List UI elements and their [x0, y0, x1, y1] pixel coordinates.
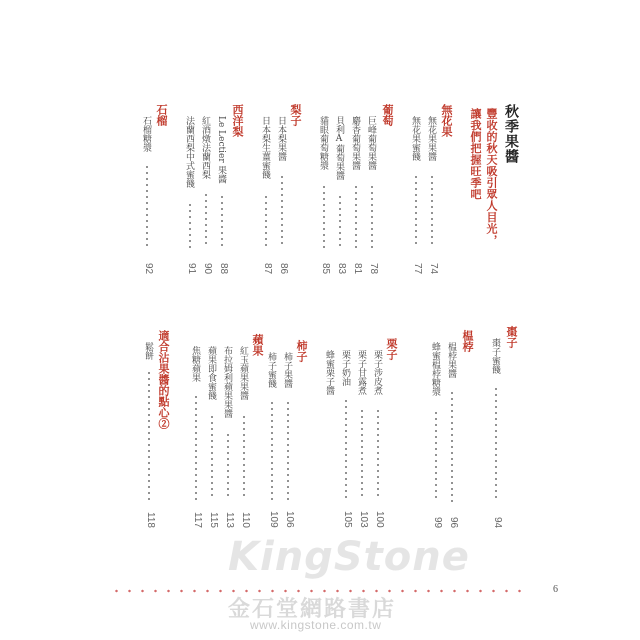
entry-label: 榅桲果醬 — [446, 342, 456, 378]
entry-label: 貓眼葡萄糖漿 — [318, 116, 328, 170]
page-title: 秋季果醬 — [503, 104, 519, 164]
entry-label: 棗子蜜餞 — [490, 338, 500, 374]
entry-page: 85 — [320, 262, 331, 274]
dot-leader — [227, 432, 229, 500]
dot-leader — [221, 194, 223, 248]
entry-page: 83 — [336, 262, 347, 274]
entry-label: 法蘭西梨中式蜜餞 — [184, 116, 194, 188]
entry-label: 鬆餅 — [143, 342, 153, 360]
dot-leader — [355, 184, 357, 248]
section-chestnut: 栗子 — [385, 338, 398, 360]
toc-entry[interactable] — [216, 116, 228, 274]
entry-page: 92 — [143, 262, 154, 274]
toc-entry[interactable] — [184, 116, 196, 274]
dot-leader — [211, 414, 213, 500]
dot-leader — [451, 390, 453, 502]
entry-label: 巨峰葡萄果醬 — [366, 116, 376, 170]
entry-label: 柿子果醬 — [282, 352, 292, 388]
toc-entry[interactable] — [446, 342, 458, 528]
section-jujube: 棗子 — [505, 326, 518, 348]
watermark-url: www.kingstone.com.tw — [250, 618, 382, 632]
section-fig: 無花果 — [440, 104, 453, 137]
entry-label: 栗子甘露煮 — [356, 350, 366, 395]
toc-entry[interactable] — [340, 350, 352, 528]
entry-label: 日本梨果醬 — [276, 116, 286, 161]
section-pear: 梨子 — [289, 104, 302, 126]
entry-label: 麝香葡萄果醬 — [350, 116, 360, 170]
entry-label: 栗子涉皮煮 — [372, 350, 382, 395]
section-apple: 蘋果 — [251, 334, 264, 356]
toc-entry[interactable] — [372, 350, 384, 528]
toc-entry[interactable] — [410, 116, 422, 274]
entry-label: 無花果果醬 — [426, 116, 436, 161]
entry-page: 96 — [448, 516, 459, 528]
dot-leader — [371, 184, 373, 248]
entry-page: 81 — [352, 262, 363, 274]
entry-page: 103 — [358, 511, 369, 528]
dot-leader — [361, 408, 363, 500]
entry-page: 86 — [278, 262, 289, 274]
entry-page: 106 — [284, 511, 295, 528]
toc-entry[interactable] — [334, 116, 346, 274]
toc-entry[interactable] — [356, 350, 368, 528]
section-quince: 榅桲 — [461, 330, 474, 352]
entry-page: 87 — [262, 262, 273, 274]
dot-leader — [271, 400, 273, 500]
page-subtitle-line1: 豐收的秋天吸引眾人目光， — [485, 108, 498, 246]
entry-label: 貝利A葡萄果醬 — [334, 116, 344, 180]
entry-label: 石榴糖漿 — [141, 116, 151, 152]
toc-entry[interactable] — [430, 342, 442, 528]
dot-leader — [431, 174, 433, 248]
entry-page: 113 — [224, 512, 235, 528]
dot-leader — [195, 394, 197, 500]
toc-entry[interactable] — [190, 346, 202, 528]
entry-page: 78 — [368, 262, 379, 274]
entry-label: 焦糖蘋果 — [190, 346, 200, 382]
toc-entry[interactable] — [266, 352, 278, 528]
dot-leader — [345, 398, 347, 500]
entry-page: 94 — [492, 516, 503, 528]
entry-label: 蜂蜜榅桲糖漿 — [430, 342, 440, 396]
entry-label: 紅玉蘋果果醬 — [238, 346, 248, 400]
watermark-store-name: 金石堂網路書店 — [228, 596, 397, 622]
toc-entry[interactable] — [276, 116, 288, 274]
dot-leader — [189, 202, 191, 248]
dot-leader — [415, 174, 417, 248]
toc-entry[interactable] — [200, 116, 212, 274]
dot-leader — [148, 370, 150, 500]
page-number: 6 — [553, 584, 558, 595]
dot-leader — [146, 164, 148, 248]
entry-label: 無花果蜜餞 — [410, 116, 420, 161]
toc-entry[interactable] — [143, 342, 155, 528]
entry-page: 100 — [374, 511, 385, 528]
toc-entry[interactable] — [350, 116, 362, 274]
dot-leader — [377, 408, 379, 500]
entry-page: 115 — [208, 512, 219, 528]
toc-entry[interactable] — [324, 350, 336, 410]
entry-label: 栗子奶油 — [340, 350, 350, 386]
dot-leader — [495, 386, 497, 502]
dot-leader — [265, 194, 267, 248]
entry-label: 蜂蜜栗子醬 — [324, 350, 334, 395]
dot-leader — [287, 400, 289, 500]
toc-entry[interactable] — [318, 116, 330, 274]
toc-entry[interactable] — [206, 346, 218, 528]
dot-leader — [243, 414, 245, 500]
watermark-logo: KingStone — [228, 534, 470, 580]
entry-label: 布拉姆利蘋果果醬 — [222, 346, 232, 418]
entry-page: 91 — [186, 262, 197, 274]
entry-page: 90 — [202, 262, 213, 274]
toc-entry[interactable] — [426, 116, 438, 274]
page-subtitle-line2: 讓我們把握旺季吧 — [469, 108, 482, 200]
entry-label: 柿子蜜餞 — [266, 352, 276, 388]
dot-leader — [323, 184, 325, 248]
dot-leader — [281, 174, 283, 248]
section-persimmon: 柿子 — [295, 340, 308, 362]
toc-entry[interactable] — [260, 116, 272, 274]
toc-entry[interactable] — [282, 352, 294, 528]
entry-page: 117 — [192, 512, 203, 528]
section-grape: 葡萄 — [381, 104, 394, 126]
entry-label: 紅酒燉法蘭西梨 — [200, 116, 210, 179]
toc-entry[interactable] — [490, 338, 502, 528]
dot-leader — [435, 410, 437, 502]
entry-page: 110 — [240, 512, 251, 528]
entry-page: 105 — [342, 511, 353, 528]
entry-page: 109 — [268, 511, 279, 528]
toc-entry[interactable] — [141, 116, 153, 274]
entry-label: 日本梨生薑蜜餞 — [260, 116, 270, 179]
dot-leader — [205, 192, 207, 248]
toc-entry[interactable] — [238, 346, 250, 528]
dot-leader — [339, 194, 341, 248]
section-snacks: 適合沾果醬的點心② — [157, 330, 170, 429]
section-pomegranate: 石榴 — [155, 104, 168, 126]
toc-entry[interactable] — [222, 346, 234, 528]
entry-page: 88 — [218, 262, 229, 274]
entry-page: 74 — [428, 262, 439, 274]
entry-page: 99 — [432, 516, 443, 528]
entry-page: 118 — [145, 512, 156, 528]
section-european-pear: 西洋梨 — [231, 104, 244, 137]
entry-page: 77 — [412, 262, 423, 274]
entry-label: Le Lectier 果醬 — [216, 116, 226, 184]
entry-label: 蘋果即食蜜餞 — [206, 346, 216, 400]
toc-entry[interactable] — [366, 116, 378, 274]
